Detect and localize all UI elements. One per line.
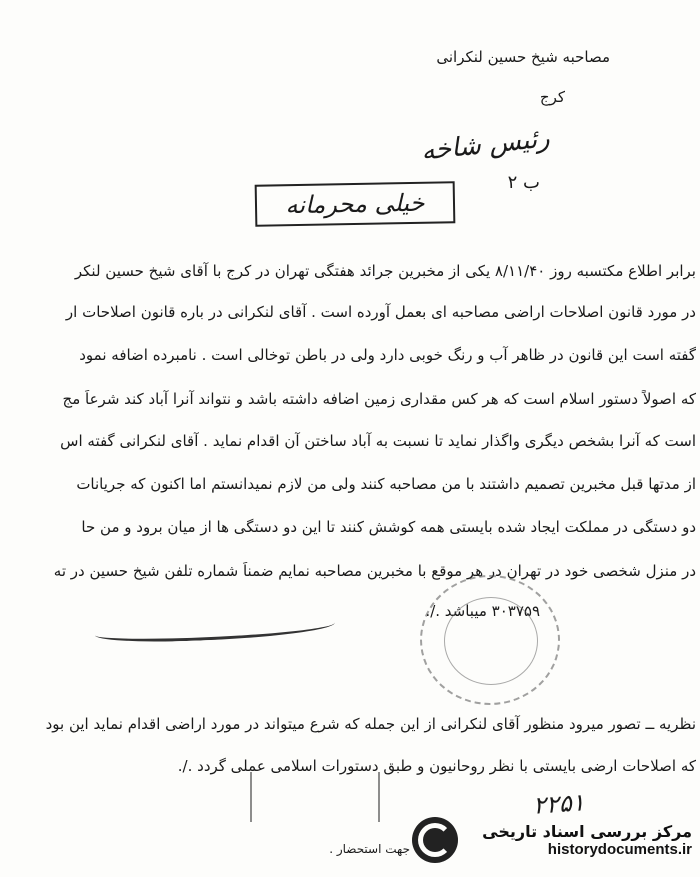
archive-logo-icon xyxy=(412,817,458,863)
watermark-name: مرکز بررسی اسناد تاریخی xyxy=(482,822,692,841)
body-line: است که آنرا بشخص دیگری واگذار نماید تا نسبت به آباد ساختن آن اقدام نماید . آقای لنکرانی گفته اس xyxy=(60,432,696,450)
document-subject: مصاحبه شیخ حسین لنکرانی xyxy=(436,48,610,66)
body-line: که اصولاً دستور اسلام است که هر کس مقداری زمین اضافه داشته باشد و نتواند آنرا آباد کند شرعاً مج xyxy=(62,390,696,408)
handwritten-signature: ۲۲۵۱ xyxy=(532,788,586,820)
watermark-text xyxy=(466,822,692,858)
body-line: در منزل شخصی خود در تهران در هر موقع با مخبرین مصاحبه نمایم ضمناً شماره تلفن شیخ حسین در ته xyxy=(53,562,696,580)
body-line: دو دستگی در مملکت ایجاد شده بایستی همه کوشش کنند تا این دو دستگی ها از میان برود و من حا xyxy=(81,518,696,536)
footer-note: جهت استحضار . xyxy=(329,842,410,856)
body-line: ۳۰۳۷۵۹ میباشد ./. xyxy=(425,602,540,620)
handwritten-number: ب ۲ xyxy=(507,172,540,193)
classification-stamp: خیلی محرمانه xyxy=(255,181,456,226)
handwritten-scrawl xyxy=(250,772,380,822)
opinion-line: که اصلاحات ارضی بایستی با نظر روحانیون و طبق دستورات اسلامی عملی گردد ./. xyxy=(177,757,696,775)
watermark-url: historydocuments.ir xyxy=(547,841,692,858)
body-line: گفته است این قانون در ظاهر آب و رنگ خوبی دارد ولی در باطن توخالی است . نامبرده اضافه نمود xyxy=(79,346,696,364)
body-line: از مدتها قبل مخبرین تصمیم داشتند با من مصاحبه کنند ولی من لازم نمیدانستم اما اکنون که جریانات xyxy=(76,475,696,493)
document-city: کرج xyxy=(539,88,565,106)
body-line: برابر اطلاع مکتسبه روز ۸/۱۱/۴۰ یکی از مخبرین جرائد هفتگی تهران در کرج با آقای شیخ حسین لنکر xyxy=(74,262,696,280)
opinion-line: نظریه ــ تصور میرود منظور آقای لنکرانی از این جمله که شرع میتواند در مورد اراضی اقدام نماید این بود xyxy=(45,715,696,733)
round-seal xyxy=(420,575,560,705)
archive-watermark xyxy=(412,811,692,869)
handwritten-reference: رئیس شاخه xyxy=(420,123,552,167)
handwritten-scribble xyxy=(95,614,336,644)
body-line: در مورد قانون اصلاحات اراضی مصاحبه ای بعمل آورده است . آقای لنکرانی در باره قانون اصلاحات ار xyxy=(65,303,696,321)
